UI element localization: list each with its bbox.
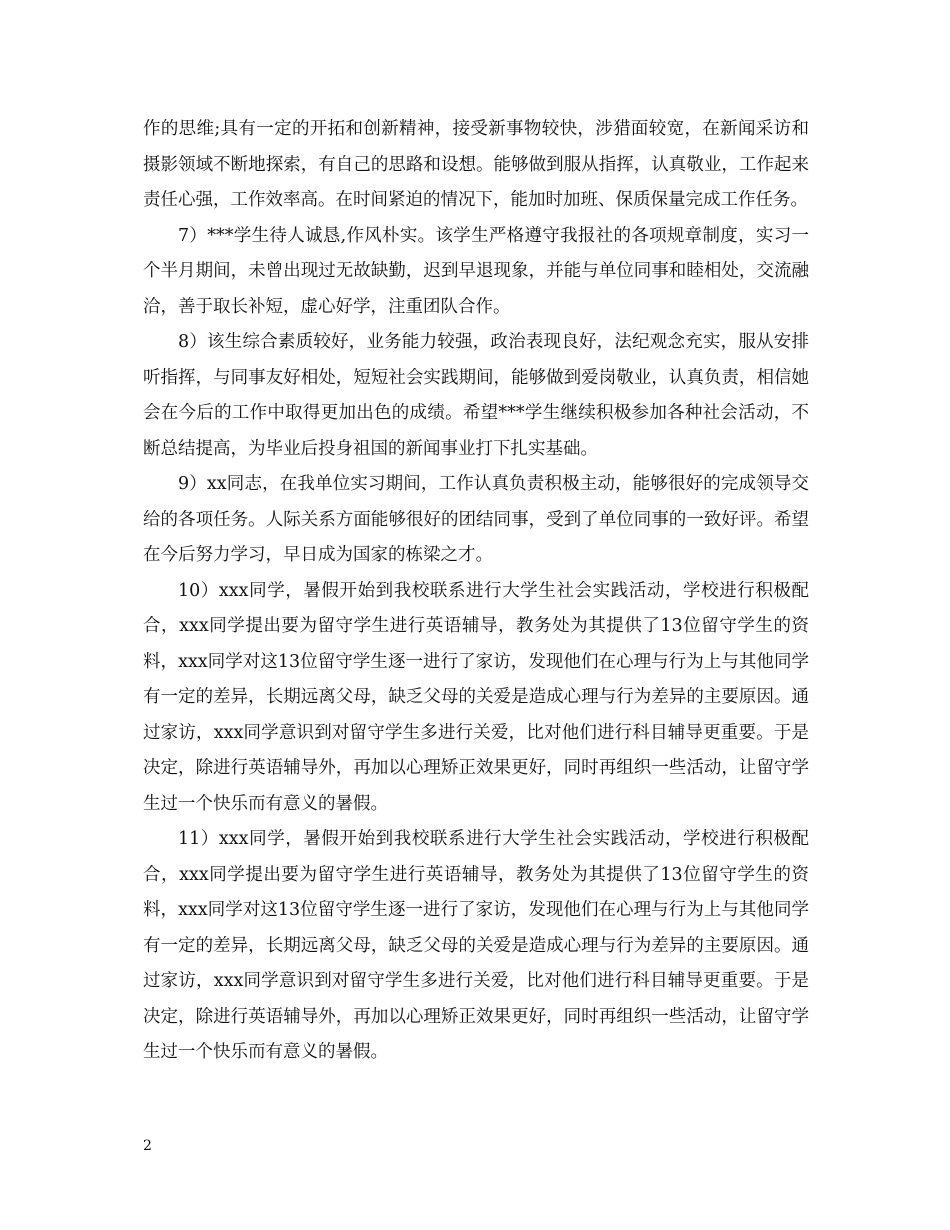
paragraph-item-10: 10）xxx同学，暑假开始到我校联系进行大学生社会实践活动，学校进行积极配合，xxx同学提出要为留守学生进行英语辅导，教务处为其提供了13位留守学生的资料，xxx同学对这13位留守学生逐一进行了家访，发现他们在心理与行为上与其他同学有一定的差异，长期远离父母，缺乏父母的关爱是造成心理与行为差异的主要原因。通过家访，xxx同学意识到对留守学生多进行关爱，比对他们进行科目辅导更重要。于是决定，除进行英语辅导外，再加以心理矫正效果更好，同时再组织一些活动，让留守学生过一个快乐而有意义的暑假。	[143, 580, 809, 814]
paragraph-item-11: 11）xxx同学，暑假开始到我校联系进行大学生社会实践活动，学校进行积极配合，xxx同学提出要为留守学生进行英语辅导，教务处为其提供了13位留守学生的资料，xxx同学对这13位留守学生逐一进行了家访，发现他们在心理与行为上与其他同学有一定的差异，长期远离父母，缺乏父母的关爱是造成心理与行为差异的主要原因。通过家访，xxx同学意识到对留守学生多进行关爱，比对他们进行科目辅导更重要。于是决定，除进行英语辅导外，再加以心理矫正效果更好，同时再组织一些活动，让留守学生过一个快乐而有意义的暑假。	[143, 829, 809, 1062]
paragraph-continued: 作的思维;具有一定的开拓和创新精神，接受新事物较快，涉猎面较宽，在新闻采访和摄影领域不断地探索，有自己的思路和设想。能够做到服从指挥，认真敬业，工作起来责任心强，工作效率高。在时间紧迫的情况下，能加时加班、保质保量完成工作任务。	[143, 119, 809, 210]
page-number: 2	[143, 1138, 152, 1154]
paragraph-item-7: 7）***学生待人诚恳,作风朴实。该学生严格遵守我报社的各项规章制度，实习一个半月期间，未曾出现过无故缺勤，迟到早退现象，并能与单位同事和睦相处，交流融洽，善于取长补短，虚心好学，注重团队合作。	[143, 225, 809, 317]
paragraph-item-8: 8）该生综合素质较好，业务能力较强，政治表现良好，法纪观念充实，服从安排听指挥，与同事友好相处，短短社会实践期间，能够做到爱岗敬业，认真负责，相信她会在今后的工作中取得更加出色的成绩。希望***学生继续积极参加各种社会活动，不断总结提高，为毕业后投身祖国的新闻事业打下扎实基础。	[143, 332, 809, 459]
document-body	[143, 112, 809, 1071]
paragraph-item-9: 9）xx同志，在我单位实习期间，工作认真负责积极主动，能够很好的完成领导交给的各项任务。人际关系方面能够很好的团结同事，受到了单位同事的一致好评。希望在今后努力学习，早日成为国家的栋梁之才。	[143, 474, 809, 565]
